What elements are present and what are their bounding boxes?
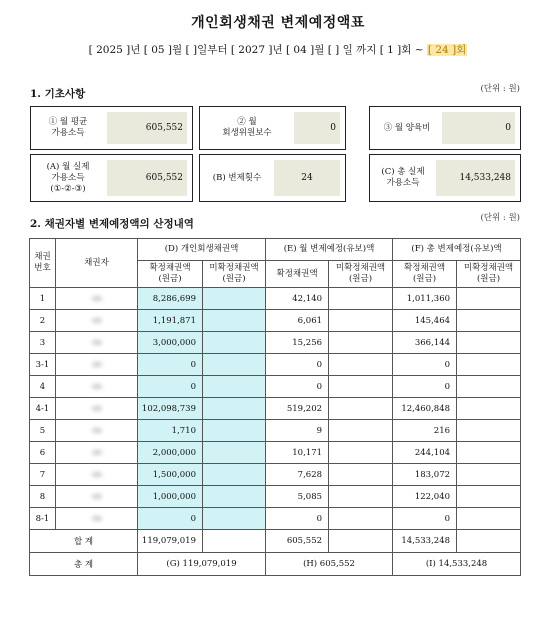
row-d-confirmed: 1,500,000: [138, 464, 203, 486]
row-d-unconfirmed: [203, 332, 266, 354]
box-value: 14,533,248: [436, 160, 515, 196]
section1-unit: (단위 : 원): [480, 84, 520, 94]
row-no: 6: [30, 442, 56, 464]
row-e-confirmed: 0: [266, 376, 329, 398]
header-d-confirmed: 확정채권액 (원금): [138, 261, 203, 288]
row-f-unconfirmed: [457, 464, 521, 486]
row-d-unconfirmed: [203, 398, 266, 420]
row-d-confirmed: 1,710: [138, 420, 203, 442]
row-f-unconfirmed: [457, 508, 521, 530]
row-f-confirmed: 0: [393, 508, 457, 530]
redacted-creditor: [92, 450, 102, 455]
from-round: 1: [387, 44, 394, 56]
subtotal-e: 605,552: [266, 530, 329, 553]
row-creditor: [56, 288, 138, 310]
end-year: 2027: [238, 44, 266, 56]
row-e-confirmed: 7,628: [266, 464, 329, 486]
row-e-unconfirmed: [329, 398, 393, 420]
section1-title: 1. 기초사항: [30, 88, 86, 100]
row-d-unconfirmed: [203, 288, 266, 310]
box-actual-income: [30, 154, 193, 202]
row-d-unconfirmed: [203, 420, 266, 442]
row-d-confirmed: 3,000,000: [138, 332, 203, 354]
subtotal-d: 119,079,019: [138, 530, 203, 553]
section2-unit: (단위 : 원): [480, 213, 520, 223]
row-f-unconfirmed: [457, 486, 521, 508]
box-label: ③ 월 양육비: [383, 122, 431, 133]
table-row: [30, 354, 521, 376]
row-creditor: [56, 398, 138, 420]
redacted-creditor: [92, 516, 102, 521]
to-round: 24: [435, 44, 449, 56]
row-creditor: [56, 464, 138, 486]
header-creditor: 채권자: [56, 239, 138, 288]
table-row: [30, 398, 521, 420]
section2-title: 2. 채권자별 변제예정액의 산정내역: [30, 218, 194, 230]
row-f-confirmed: 1,011,360: [393, 288, 457, 310]
row-d-confirmed: 102,098,739: [138, 398, 203, 420]
header-e-unconfirmed: 미확정채권액 (원금): [329, 261, 393, 288]
row-e-confirmed: 42,140: [266, 288, 329, 310]
box-repayment-count: [199, 154, 346, 202]
row-e-unconfirmed: [329, 486, 393, 508]
header-f: (F) 총 변제예정(유보)액: [393, 239, 521, 261]
row-f-unconfirmed: [457, 376, 521, 398]
total-i: (I) 14,533,248: [393, 553, 521, 576]
total-h: (H) 605,552: [266, 553, 393, 576]
row-f-unconfirmed: [457, 420, 521, 442]
row-d-confirmed: 0: [138, 376, 203, 398]
row-d-confirmed: 1,191,871: [138, 310, 203, 332]
row-f-unconfirmed: [457, 310, 521, 332]
redacted-creditor: [92, 362, 102, 367]
row-no: 2: [30, 310, 56, 332]
to-round-highlight: [ 24 ]회: [427, 44, 467, 56]
table-row: [30, 508, 521, 530]
total-g: (G) 119,079,019: [138, 553, 266, 576]
repayment-table: [29, 238, 521, 576]
row-e-confirmed: 519,202: [266, 398, 329, 420]
row-no: 7: [30, 464, 56, 486]
row-creditor: [56, 486, 138, 508]
start-year: 2025: [96, 44, 123, 56]
row-creditor: [56, 376, 138, 398]
row-e-unconfirmed: [329, 288, 393, 310]
row-f-unconfirmed: [457, 288, 521, 310]
box-monthly-avg-income: [30, 106, 193, 150]
box-value: 605,552: [107, 160, 187, 196]
row-d-confirmed: 0: [138, 508, 203, 530]
row-d-confirmed: 8,286,699: [138, 288, 203, 310]
page-title: 개인회생채권 변제예정액표: [191, 15, 365, 31]
row-d-unconfirmed: [203, 442, 266, 464]
row-creditor: [56, 310, 138, 332]
row-d-unconfirmed: [203, 464, 266, 486]
row-d-confirmed: 0: [138, 354, 203, 376]
row-e-unconfirmed: [329, 508, 393, 530]
box-value: 24: [274, 160, 340, 196]
row-e-unconfirmed: [329, 442, 393, 464]
row-f-confirmed: 244,104: [393, 442, 457, 464]
row-f-confirmed: 216: [393, 420, 457, 442]
box-value: 0: [442, 112, 515, 144]
row-e-unconfirmed: [329, 420, 393, 442]
box-commissioner-fee: [199, 106, 346, 150]
row-d-unconfirmed: [203, 376, 266, 398]
row-no: 5: [30, 420, 56, 442]
redacted-creditor: [92, 472, 102, 477]
row-f-confirmed: 12,460,848: [393, 398, 457, 420]
row-f-unconfirmed: [457, 442, 521, 464]
row-e-confirmed: 9: [266, 420, 329, 442]
box-label: (B) 변제횟수: [212, 172, 262, 183]
box-child-support: [369, 106, 521, 150]
table-row: [30, 288, 521, 310]
row-creditor: [56, 354, 138, 376]
box-label: (C) 총 실제 가용소득: [381, 167, 425, 188]
box-label: ① 월 평균 가용소득: [48, 117, 88, 138]
row-f-unconfirmed: [457, 332, 521, 354]
box-value: 0: [294, 112, 340, 144]
redacted-creditor: [92, 384, 102, 389]
header-d-unconfirmed: 미확정채권액 (원금): [203, 261, 266, 288]
box-label: (A) 월 실제 가용소득 (①-②-③): [46, 161, 90, 194]
redacted-creditor: [92, 494, 102, 499]
row-creditor: [56, 508, 138, 530]
row-d-confirmed: 2,000,000: [138, 442, 203, 464]
start-month: 05: [151, 44, 165, 56]
row-no: 8-1: [30, 508, 56, 530]
row-e-unconfirmed: [329, 310, 393, 332]
redacted-creditor: [92, 406, 102, 411]
row-e-confirmed: 15,256: [266, 332, 329, 354]
row-d-unconfirmed: [203, 486, 266, 508]
row-e-confirmed: 5,085: [266, 486, 329, 508]
table-row: [30, 376, 521, 398]
table-row: [30, 420, 521, 442]
row-e-confirmed: 6,061: [266, 310, 329, 332]
header-f-confirmed: 확정채권액 (원금): [393, 261, 457, 288]
box-label: ② 월 회생위원보수: [222, 117, 272, 138]
row-no: 3-1: [30, 354, 56, 376]
row-creditor: [56, 420, 138, 442]
header-no: 채권 번호: [30, 239, 56, 288]
table-row: [30, 442, 521, 464]
row-no: 4: [30, 376, 56, 398]
table-row: [30, 486, 521, 508]
table-row: [30, 310, 521, 332]
row-d-unconfirmed: [203, 354, 266, 376]
total-label: 총 계: [30, 553, 138, 576]
row-e-confirmed: 0: [266, 354, 329, 376]
table-row: [30, 464, 521, 486]
row-f-confirmed: 0: [393, 354, 457, 376]
box-value: 605,552: [107, 112, 187, 144]
row-f-confirmed: 145,464: [393, 310, 457, 332]
row-f-unconfirmed: [457, 354, 521, 376]
table-row: [30, 332, 521, 354]
redacted-creditor: [92, 296, 102, 301]
row-d-confirmed: 1,000,000: [138, 486, 203, 508]
row-e-unconfirmed: [329, 464, 393, 486]
row-f-confirmed: 122,040: [393, 486, 457, 508]
row-creditor: [56, 332, 138, 354]
row-no: 8: [30, 486, 56, 508]
row-f-confirmed: 183,072: [393, 464, 457, 486]
period-line: [ 2025 ]년 [ 05 ]월 [ ]일부터 [ 2027 ]년 [ 04 ]월 [ ] 일 까지 [ 1 ]회 ~ [ 24 ]회: [88, 44, 467, 56]
row-d-unconfirmed: [203, 508, 266, 530]
row-e-unconfirmed: [329, 332, 393, 354]
row-f-confirmed: 0: [393, 376, 457, 398]
header-d: (D) 개인회생채권액: [138, 239, 266, 261]
row-creditor: [56, 442, 138, 464]
header-e-confirmed: 확정채권액: [266, 261, 329, 288]
row-e-confirmed: 10,171: [266, 442, 329, 464]
row-f-confirmed: 366,144: [393, 332, 457, 354]
redacted-creditor: [92, 318, 102, 323]
row-e-unconfirmed: [329, 376, 393, 398]
box-total-income: [369, 154, 521, 202]
row-d-unconfirmed: [203, 310, 266, 332]
row-no: 1: [30, 288, 56, 310]
header-f-unconfirmed: 미확정채권액 (원금): [457, 261, 521, 288]
end-month: 04: [293, 44, 307, 56]
row-f-unconfirmed: [457, 398, 521, 420]
row-e-confirmed: 0: [266, 508, 329, 530]
redacted-creditor: [92, 340, 102, 345]
row-no: 3: [30, 332, 56, 354]
row-e-unconfirmed: [329, 354, 393, 376]
header-e: (E) 월 변제예정(유보)액: [266, 239, 393, 261]
subtotal-label: 합 계: [30, 530, 138, 553]
redacted-creditor: [92, 428, 102, 433]
subtotal-f: 14,533,248: [393, 530, 457, 553]
row-no: 4-1: [30, 398, 56, 420]
